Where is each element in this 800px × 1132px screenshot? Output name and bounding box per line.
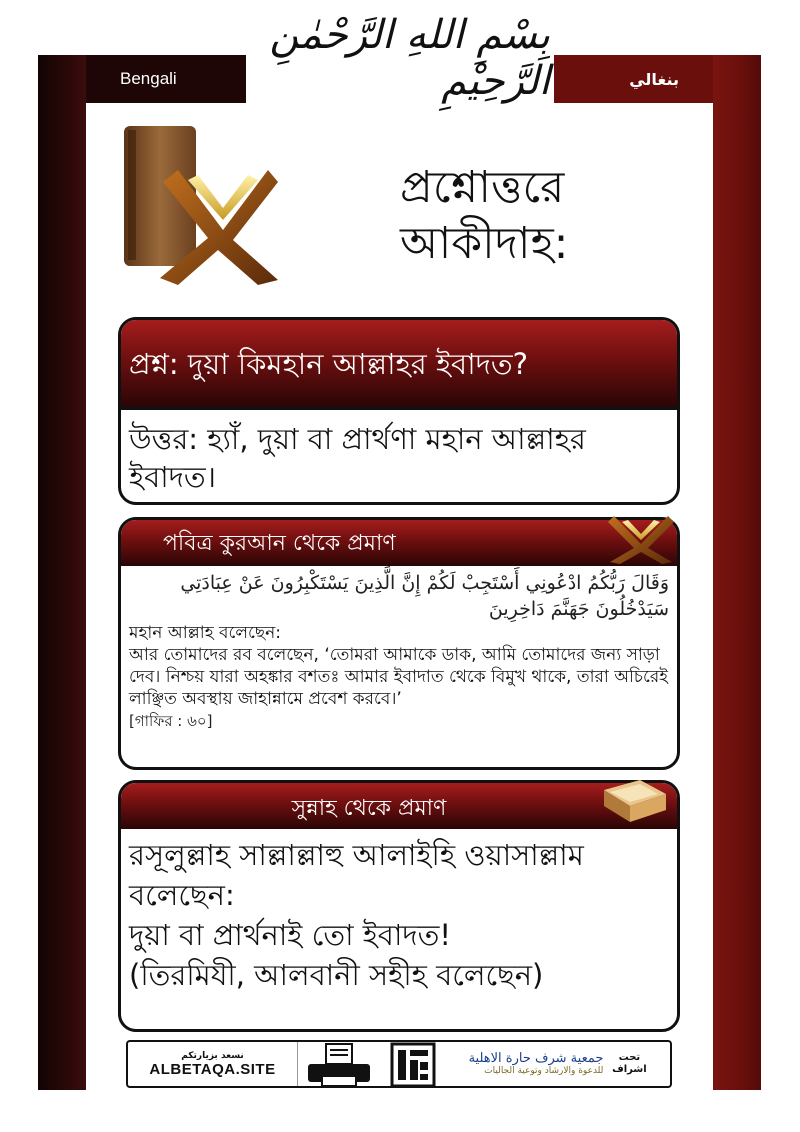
- quran-book-stand-icon: [118, 120, 298, 290]
- footer-greeting: نسعد بزيارتكم: [181, 1050, 244, 1061]
- organization-name: جمعية شرف حارة الاهلية: [468, 1051, 604, 1066]
- supervision-label: تحت اشراف: [612, 1052, 647, 1075]
- sunnah-evidence-heading: সুন্নাহ থেকে প্রমাণ: [121, 783, 677, 829]
- bismillah-calligraphy: بِسْمِ اللهِ الرَّحْمٰنِ الرَّحِيْمِ: [269, 12, 550, 104]
- page-title: [400, 160, 700, 272]
- quran-evidence-heading: পবিত্র কুরআন থেকে প্রমাণ: [121, 520, 677, 566]
- organization-subtitle: للدعوة والارشاد وتوعية الجاليات: [484, 1066, 604, 1076]
- title-line-1: প্রশ্নোত্তরে: [400, 162, 565, 213]
- sunnah-hadith-source: (তিরমিযী, আলবানী সহীহ বলেছেন): [129, 958, 544, 992]
- title-line-2: আকীদাহ:: [400, 218, 569, 269]
- left-decorative-bar: [38, 55, 86, 1090]
- right-decorative-bar: [713, 55, 761, 1090]
- quran-evidence-card: [118, 517, 680, 770]
- quran-intro: মহান আল্লাহ বলেছেন:: [129, 623, 282, 643]
- language-label-arabic: بنغالي: [554, 55, 713, 103]
- book-icon: [600, 776, 670, 826]
- footer-site-link[interactable]: ALBETAQA.SITE: [149, 1060, 276, 1078]
- printer-icon: [298, 1042, 378, 1086]
- answer-text: উত্তর: হ্যাঁ, দুয়া বা প্রার্থণা মহান আল্লাহর ইবাদত।: [129, 422, 586, 494]
- sunnah-evidence-card: [118, 780, 680, 1032]
- sunnah-hadith-text: দুয়া বা প্রার্থনাই তো ইবাদত!: [129, 918, 451, 952]
- quran-reference: [গাফির : ৬০]: [129, 712, 213, 730]
- book-stand-icon: [606, 512, 676, 566]
- question-card: [118, 317, 680, 505]
- question-text: প্রশ্ন: দুয়া কিমহান আল্লাহর ইবাদত?: [121, 320, 677, 410]
- qr-code-icon: [378, 1042, 448, 1086]
- quran-translation: আর তোমাদের রব বলেছেন, ‘তোমরা আমাকে ডাক, আমি তোমাদের জন্য সাড়া দেব। নিশ্চয় যারা অহঙ্কার বশতঃ আমার ইবাদাত থেকে বিমুখ থাকে, তারা অচিরেই লাঞ্ছিত অবস্থায় জাহান্নামে প্রবেশ করবে।’: [129, 645, 669, 709]
- language-label-english: Bengali: [86, 55, 246, 103]
- sunnah-narration-intro: রসূলুল্লাহ সাল্লাল্লাহু আলাইহি ওয়াসাল্লাম বলেছেন:: [129, 838, 584, 912]
- footer-bar: [126, 1040, 672, 1088]
- quran-arabic-verse: وَقَالَ رَبُّكُمُ ادْعُونِي أَسْتَجِبْ لَكُمْ إِنَّ الَّذِينَ يَسْتَكْبِرُونَ عَنْ عِبَادَتِي سَيَدْخُلُونَ جَهَنَّمَ دَاخِرِينَ: [180, 572, 669, 620]
